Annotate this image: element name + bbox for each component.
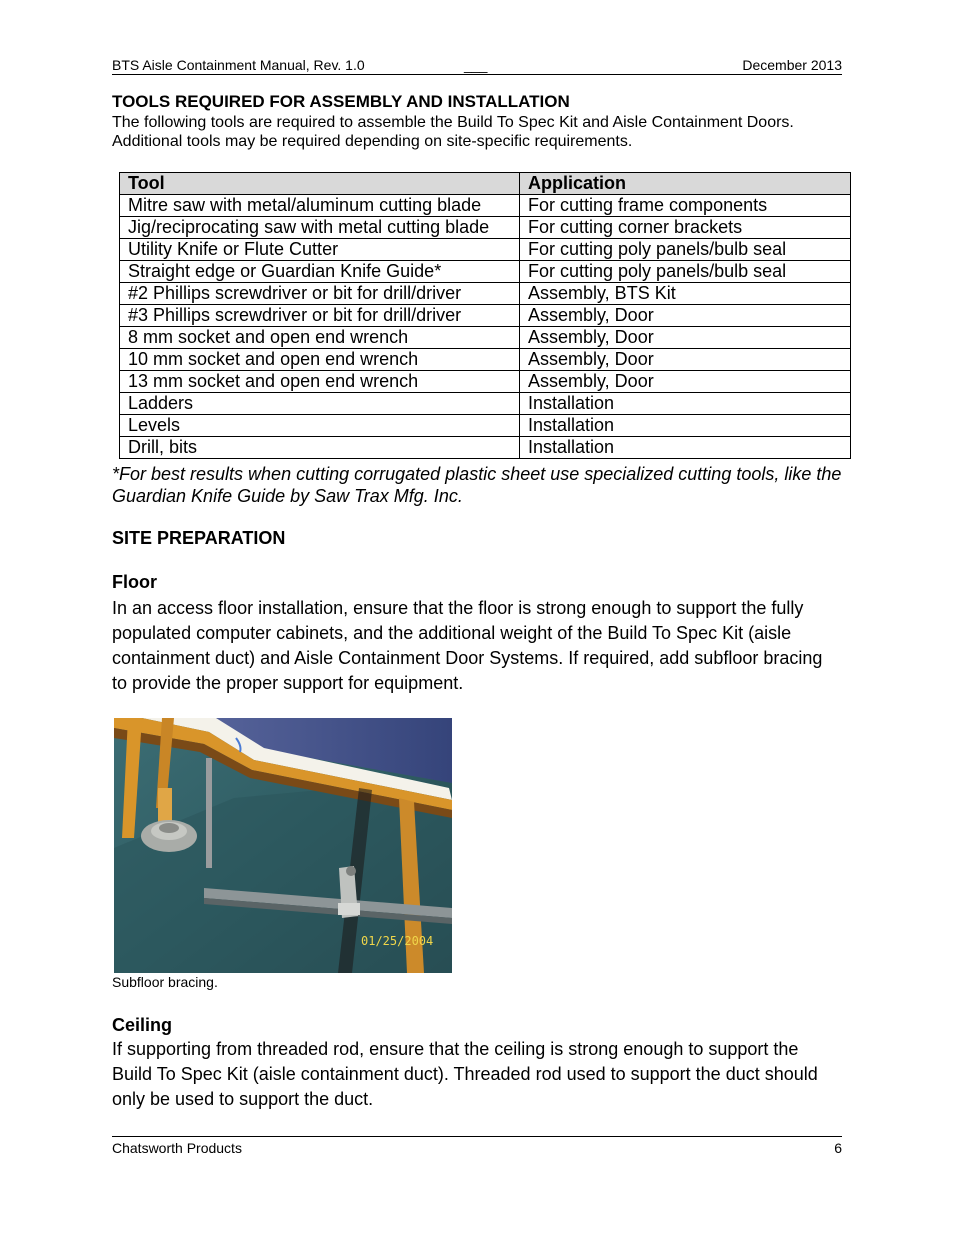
application-cell: For cutting corner brackets: [520, 217, 851, 239]
header-document-title: BTS Aisle Containment Manual, Rev. 1.0: [112, 57, 365, 73]
application-cell: Assembly, Door: [520, 305, 851, 327]
footer-company: Chatsworth Products: [112, 1140, 242, 1156]
application-cell: Assembly, Door: [520, 349, 851, 371]
application-cell: For cutting poly panels/bulb seal: [520, 239, 851, 261]
application-cell: For cutting poly panels/bulb seal: [520, 261, 851, 283]
cutting-tools-note: *For best results when cutting corrugated plastic sheet use specialized cutting tools, like the Guardian Knife Guide by Saw Trax Mfg. Inc.: [112, 464, 842, 506]
tool-cell: Levels: [120, 415, 520, 437]
tool-cell: 10 mm socket and open end wrench: [120, 349, 520, 371]
page-header: [112, 57, 842, 75]
site-preparation-heading: SITE PREPARATION: [112, 528, 286, 548]
table-row: [120, 261, 851, 283]
tool-cell: Drill, bits: [120, 437, 520, 459]
table-row: [120, 283, 851, 305]
photo-date-stamp: 01/25/2004: [361, 934, 434, 948]
tools-table-body: [120, 195, 851, 459]
application-cell: Installation: [520, 437, 851, 459]
tool-cell: Ladders: [120, 393, 520, 415]
footer-page-number: 6: [834, 1140, 842, 1156]
tools-table-header-row: [120, 173, 851, 195]
photo-caption: Subfloor bracing.: [112, 974, 218, 990]
tools-heading: TOOLS REQUIRED FOR ASSEMBLY AND INSTALLATION: [112, 92, 570, 111]
page-footer: [112, 1136, 842, 1156]
ceiling-paragraph: If supporting from threaded rod, ensure that the ceiling is strong enough to support the Build To Spec Kit (aisle containment duct). Threaded rod used to support the duct should only be used to support the duct.: [112, 1039, 818, 1109]
tool-cell: Jig/reciprocating saw with metal cutting blade: [120, 217, 520, 239]
application-cell: Assembly, BTS Kit: [520, 283, 851, 305]
application-cell: Assembly, Door: [520, 371, 851, 393]
table-row: [120, 305, 851, 327]
tool-cell: Utility Knife or Flute Cutter: [120, 239, 520, 261]
column-header-tool: Tool: [120, 173, 520, 195]
application-cell: Installation: [520, 393, 851, 415]
tool-cell: Mitre saw with metal/aluminum cutting blade: [120, 195, 520, 217]
column-header-application: Application: [520, 173, 851, 195]
tool-cell: 8 mm socket and open end wrench: [120, 327, 520, 349]
header-separator: ___: [464, 57, 488, 73]
table-row: [120, 371, 851, 393]
header-date: December 2013: [742, 57, 842, 73]
application-cell: Installation: [520, 415, 851, 437]
subfloor-bracing-photo: [114, 718, 452, 973]
tools-intro: The following tools are required to assemble the Build To Spec Kit and Aisle Containment Doors. Additional tools may be required depending on site-specific requirements.: [112, 114, 794, 150]
application-cell: For cutting frame components: [520, 195, 851, 217]
table-row: [120, 217, 851, 239]
table-row: [120, 327, 851, 349]
table-row: [120, 195, 851, 217]
table-row: [120, 239, 851, 261]
floor-heading: Floor: [112, 572, 157, 592]
table-row: [120, 437, 851, 459]
tool-cell: Straight edge or Guardian Knife Guide*: [120, 261, 520, 283]
tool-cell: #3 Phillips screwdriver or bit for drill/driver: [120, 305, 520, 327]
table-row: [120, 393, 851, 415]
table-row: [120, 349, 851, 371]
floor-paragraph: In an access floor installation, ensure that the floor is strong enough to support the fully populated computer cabinets, and the additional weight of the Build To Spec Kit (aisle containment duct) and Aisle Containment Door Systems. If required, add subfloor bracing to provide the proper support for equipment.: [112, 598, 823, 693]
tool-cell: 13 mm socket and open end wrench: [120, 371, 520, 393]
tool-cell: #2 Phillips screwdriver or bit for drill/driver: [120, 283, 520, 305]
application-cell: Assembly, Door: [520, 327, 851, 349]
table-row: [120, 415, 851, 437]
tools-table: [119, 172, 851, 459]
ceiling-heading: Ceiling: [112, 1015, 173, 1035]
